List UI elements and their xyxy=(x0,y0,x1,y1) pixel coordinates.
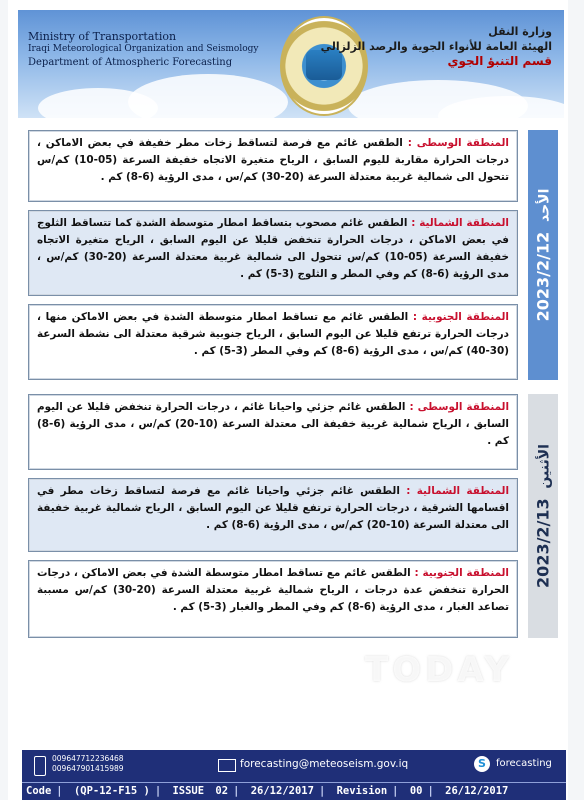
region-name: المنطقة الجنوبية : xyxy=(414,567,509,579)
region-name: المنطقة الوسطى : xyxy=(409,401,509,413)
revision-date: 26/12/2017 xyxy=(445,785,509,797)
department-name-en: Department of Atmospheric Forecasting xyxy=(28,57,233,68)
day-1-date: 2023/2/12 xyxy=(533,231,553,322)
region-forecast: الطقس غائم مع تساقط امطار متوسطة الشدة في بعض الاماكن ، درجات الحرارة تنخفض عدة درجات ، الرياح شمالية غربية معتدلة السرعة (20-30) كم/س مسببة تصاعد الغبار ، مدى الرؤية (6-8) كم وفي المطر والغبار (3-5) كم . xyxy=(37,567,509,613)
day-2-tab xyxy=(528,394,558,638)
organization-name-en: Iraqi Meteorological Organization and Seismology xyxy=(28,44,259,54)
issue-number: 02 xyxy=(215,785,229,797)
ministry-name-ar: وزارة النقل xyxy=(488,25,552,38)
phone-number-2: 009647901415989 xyxy=(52,764,124,773)
code-value: (QP-12-F15 ) xyxy=(73,785,150,797)
email-icon xyxy=(218,759,236,772)
day-1-northern-region xyxy=(28,210,518,296)
skype-icon: S xyxy=(474,756,490,772)
issue-label: ISSUE xyxy=(172,785,205,797)
header-english xyxy=(28,30,258,69)
watermark-text: TODAY xyxy=(365,650,513,690)
issue-date: 26/12/2017 xyxy=(250,785,314,797)
revision-label: Revision xyxy=(336,785,388,797)
day-2-southern-region xyxy=(28,560,518,638)
document-code-bar: Code | (QP-12-F15 ) | ISSUE 02 | 26/12/2017 | Revision | 00 | 26/12/2017 xyxy=(22,782,566,799)
region-name: المنطقة الشمالية : xyxy=(411,217,509,229)
header-banner xyxy=(18,10,564,118)
day-1-name: الأحد xyxy=(536,188,553,223)
day-1-central-region xyxy=(28,130,518,202)
region-forecast: الطقس غائم جزئي واحيانا غائم مع فرصة لتساقط زخات مطر في اقسامها الشرقية ، درجات الحرارة ترتفع قليلا عن اليوم السابق ، الرياح شمالية غربية خفيفة الى معتدلة السرعة (10-20) كم/س ، مدى الرؤية (6-8) كم . xyxy=(37,485,509,531)
day-2-central-region xyxy=(28,394,518,470)
region-forecast: الطقس غائم مصحوب بتساقط امطار متوسطة الشدة كما تتساقط الثلوج في بعض الاماكن ، درجات الحرارة تنخفض قليلا عن اليوم السابق ، الرياح متغيرة الاتجاه خفيفة السرعة (05-10) كم/س تتحول الى شمالية غربية معتدلة السرعة (20-30) كم/س ، مدى الرؤية (6-8) كم وفي المطر و الثلوج (3-5) كم . xyxy=(37,217,509,280)
day-1-tab xyxy=(528,130,558,380)
region-name: المنطقة الشمالية : xyxy=(406,485,510,497)
day-1-southern-region xyxy=(28,304,518,380)
organization-name-ar: الهيئة العامة للأنواء الجوية والرصد الزلزالي xyxy=(320,40,552,53)
phone-number-1: 009647712236468 xyxy=(52,754,124,763)
phone-icon xyxy=(34,756,46,776)
day-2-name: الأثنين xyxy=(536,444,553,489)
header-arabic xyxy=(321,24,552,69)
region-forecast: الطقس غائم جزئي واحيانا غائم ، درجات الحرارة تنخفض قليلا عن اليوم السابق ، الرياح شمالية غربية خفيفة الى معتدلة السرعة (10-20) كم/س ، مدى الرؤية (6-8) كم . xyxy=(37,401,509,447)
region-name: المنطقة الجنوبية : xyxy=(412,311,509,323)
footer-phones xyxy=(52,754,124,774)
day-2-northern-region xyxy=(28,478,518,552)
ministry-name-en: Ministry of Transportation xyxy=(28,30,177,43)
department-name-ar: قسم التنبؤ الجوي xyxy=(447,54,552,68)
region-forecast: الطقس غائم مع تساقط امطار متوسطة الشدة في بعض الاماكن منها ، درجات الحرارة ترتفع قليلا عن اليوم السابق ، الرياح جنوبية شرقية معتدلة الى نشطة السرعة (30-40) كم/س ، مدى الرؤية (6-8) كم وفي المطر (3-5) كم . xyxy=(37,311,509,357)
day-2-date: 2023/2/13 xyxy=(533,498,553,588)
forecast-day-2 xyxy=(28,394,558,638)
forecast-day-1 xyxy=(28,130,558,380)
footer-skype[interactable]: forecasting xyxy=(496,758,552,769)
region-forecast: الطقس غائم مع فرصة لتساقط زخات مطر خفيفة في بعض الاماكن ، درجات الحرارة مقاربة لليوم السابق ، الرياح متغيرة الاتجاه خفيفة السرعة (05-10) كم/س تتحول الى شمالية غربية معتدلة السرعة (20-30) كم/س ، مدى الرؤية (6-8) كم . xyxy=(37,137,509,183)
footer-email[interactable]: forecasting@meteoseism.gov.iq xyxy=(240,758,409,770)
code-label: Code xyxy=(26,785,52,797)
region-name: المنطقة الوسطى : xyxy=(407,137,509,149)
footer xyxy=(22,750,566,800)
revision-number: 00 xyxy=(409,785,423,797)
